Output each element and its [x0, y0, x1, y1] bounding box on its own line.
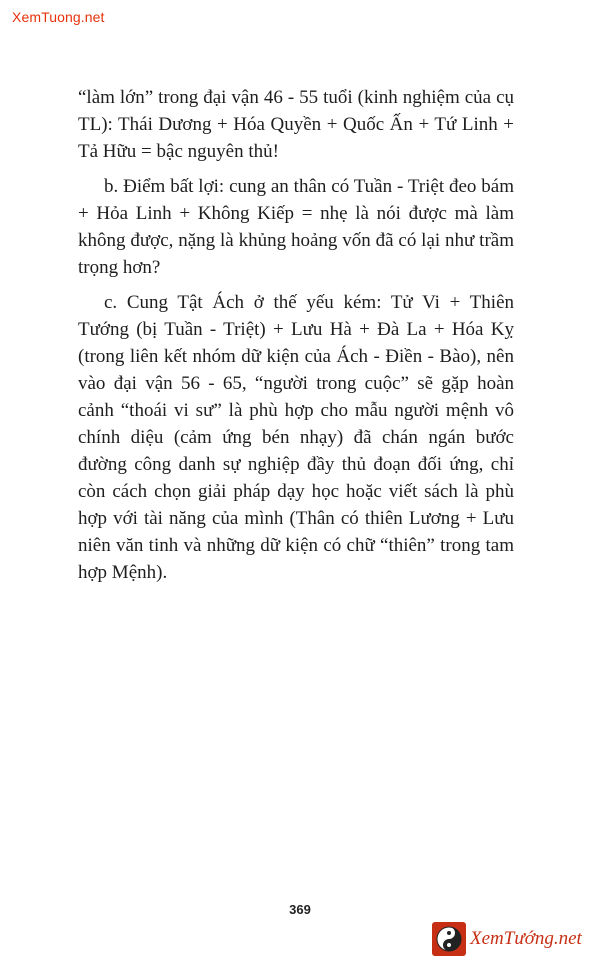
paragraph-continuation: “làm lớn” trong đại vận 46 - 55 tuổi (kinh nghiệm của cụ TL): Thái Dương + Hóa Quyền + Quốc Ấn + Tứ Linh + Tả Hữu = bậc nguyên thủ! [78, 87, 514, 162]
paragraph-b: b. Điểm bất lợi: cung an thân có Tuần - Triệt đeo bám + Hỏa Linh + Không Kiếp = nhẹ là nói được mà làm không được, nặng là khủng hoảng vốn đã có lại như trầm trọng hơn? [78, 176, 514, 278]
paragraph-c: c. Cung Tật Ách ở thế yếu kém: Tử Vi + Thiên Tướng (bị Tuần - Triệt) + Lưu Hà + Đà La + Hóa Kỵ (trong liên kết nhóm dữ kiện của Ách - Điền - Bào), nên vào đại vận 56 - 65, “người trong cuộc” sẽ gặp hoàn cảnh “thoái vi sư” là phù hợp cho mẫu người mệnh vô chính diệu (cảm ứng bén nhạy) đã chán ngán bước đường công danh sự nghiệp đầy thủ đoạn đối ứng, chỉ còn cách chọn giải pháp dạy học hoặc viết sách là phù hợp với tài năng của mình (Thân có thiên Lương + Lưu niên văn tinh và những dữ kiện có chữ “thiên” trong tam hợp Mệnh). [78, 292, 514, 583]
watermark-logo [432, 920, 582, 958]
site-label: XemTuong.net [12, 9, 105, 25]
page-body [78, 84, 514, 594]
page-number: 369 [289, 902, 311, 917]
watermark-text: XemTướng.net [470, 928, 582, 949]
yin-yang-icon [432, 922, 466, 956]
